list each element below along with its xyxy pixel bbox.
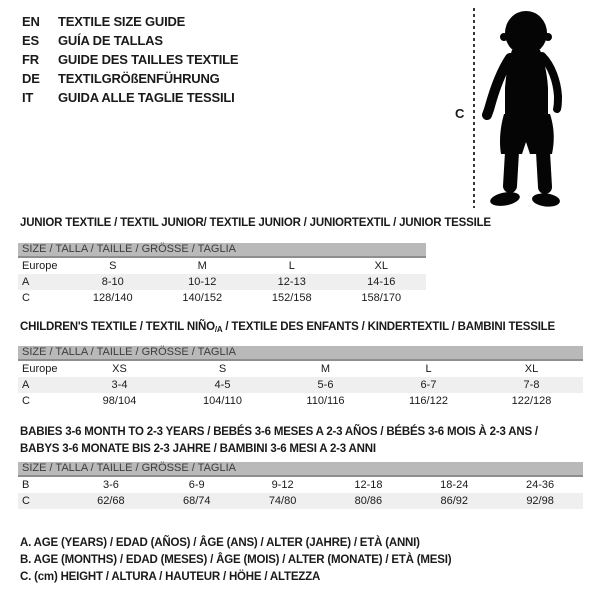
table-cell: S — [218, 363, 227, 375]
children-title-sub: /A — [214, 325, 223, 334]
table-cell: 4-5 — [214, 379, 231, 391]
table-cell: L — [288, 260, 295, 272]
table-cell: S — [109, 260, 117, 272]
table-cell: XL — [524, 363, 539, 375]
size-header-band: SIZE / TALLA / TAILLE / GRÖSSE / TAGLIA — [18, 243, 426, 258]
table-cell: 122/128 — [511, 395, 552, 407]
language-title: GUÍA DE TALLAS — [58, 33, 163, 48]
table-cell: 68/74 — [182, 495, 211, 507]
table-cell: 6-9 — [188, 479, 205, 491]
table-cell: XS — [112, 363, 127, 375]
table-cell: 110/116 — [306, 395, 345, 407]
row-label: B — [22, 479, 30, 491]
table-cell: 116/122 — [409, 395, 448, 407]
table-row — [18, 477, 583, 493]
footnote-a: A. AGE (YEARS) / EDAD (AÑOS) / ÂGE (ANS) / ALTER (JAHRE) / ETÀ (ANNI) — [20, 537, 420, 549]
table-cell: 98/104 — [102, 395, 137, 407]
table-cell: 18-24 — [440, 479, 469, 491]
table-cell: 62/68 — [97, 495, 125, 507]
table-cell: 140/152 — [182, 292, 223, 304]
table-row — [18, 274, 426, 290]
language-code: IT — [22, 90, 34, 105]
table-cell: 12-18 — [354, 479, 383, 491]
footnote-c: C. (cm) HEIGHT / ALTURA / HAUTEUR / HÖHE / ALTEZZA — [20, 571, 321, 583]
row-label: C — [22, 395, 30, 407]
table-cell: 74/80 — [268, 495, 297, 507]
row-label: C — [22, 495, 30, 507]
table-cell: 158/170 — [361, 292, 402, 304]
table-cell: 9-12 — [271, 479, 294, 491]
table-cell: 8-10 — [101, 276, 124, 288]
table-row — [18, 290, 426, 306]
table-cell: 12-13 — [277, 276, 306, 288]
language-list — [22, 12, 238, 107]
language-title: TEXTILE SIZE GUIDE — [58, 14, 186, 29]
baby-silhouette-icon — [482, 6, 577, 211]
row-label: C — [22, 292, 30, 304]
height-dashed-line — [473, 8, 475, 208]
table-cell: M — [197, 260, 207, 272]
language-row-es — [22, 31, 238, 50]
babies-title-line1: BABIES 3-6 MONTH TO 2-3 YEARS / BEBÉS 3-6 MESES A 2-3 AÑOS / BÉBÉS 3-6 MOIS À 2-3 ANS / — [20, 426, 538, 438]
row-label: Europe — [22, 260, 58, 272]
footnote-b: B. AGE (MONTHS) / EDAD (MESES) / ÂGE (MOIS) / ALTER (MONATE) / ETÀ (MESI) — [20, 554, 452, 566]
language-title: TEXTILGRÖßENFÜHRUNG — [58, 71, 220, 86]
language-title: GUIDE DES TAILLES TEXTILE — [58, 52, 239, 67]
table-cell: 152/158 — [271, 292, 312, 304]
height-measure-label: C — [455, 106, 465, 121]
table-cell: 14-16 — [367, 276, 396, 288]
table-cell: M — [320, 363, 331, 375]
language-row-en — [22, 12, 238, 31]
language-code: EN — [22, 14, 40, 29]
table-row — [18, 393, 583, 409]
language-code: ES — [22, 33, 39, 48]
children-title-suffix: / TEXTILE DES ENFANTS / KINDERTEXTIL / BAMBINI TESSILE — [222, 321, 555, 333]
row-label: A — [22, 379, 30, 391]
table-row — [18, 377, 583, 393]
table-cell: 80/86 — [354, 495, 383, 507]
table-cell: 104/110 — [203, 395, 242, 407]
table-cell: XL — [374, 260, 388, 272]
table-cell: L — [425, 363, 432, 375]
table-row — [18, 361, 583, 377]
babies-title-line2: BABYS 3-6 MONATE BIS 2-3 JAHRE / BAMBINI 3-6 MESI A 2-3 ANNI — [20, 443, 376, 455]
row-label: Europe — [22, 363, 58, 375]
footnotes — [20, 535, 451, 586]
language-code: FR — [22, 52, 39, 67]
table-cell: 3-4 — [111, 379, 128, 391]
size-header-band: SIZE / TALLA / TAILLE / GRÖSSE / TAGLIA — [18, 462, 583, 477]
junior-size-table — [18, 243, 426, 306]
table-cell: 92/98 — [526, 495, 554, 507]
language-title: GUIDA ALLE TAGLIE TESSILI — [58, 90, 235, 105]
babies-size-table — [18, 462, 583, 509]
size-header-band: SIZE / TALLA / TAILLE / GRÖSSE / TAGLIA — [18, 346, 583, 361]
junior-table-title: JUNIOR TEXTILE / TEXTIL JUNIOR/ TEXTILE JUNIOR / JUNIORTEXTIL / JUNIOR TESSILE — [20, 217, 491, 229]
table-row — [18, 258, 426, 274]
children-size-table — [18, 346, 583, 409]
language-code: DE — [22, 71, 40, 86]
table-cell: 7-8 — [523, 379, 540, 391]
table-cell: 10-12 — [188, 276, 217, 288]
table-cell: 6-7 — [420, 379, 437, 391]
language-row-it — [22, 88, 238, 107]
language-row-fr — [22, 50, 238, 69]
table-cell: 86/92 — [440, 495, 468, 507]
table-cell: 5-6 — [317, 379, 334, 391]
children-title-prefix: CHILDREN'S TEXTILE / TEXTIL NIÑO — [20, 321, 215, 333]
row-label: A — [22, 276, 30, 288]
table-row — [18, 493, 583, 509]
table-cell: 3-6 — [102, 479, 119, 491]
language-row-de — [22, 69, 238, 88]
table-cell: 24-36 — [526, 479, 555, 491]
table-cell: 128/140 — [92, 292, 133, 304]
children-table-title — [20, 321, 555, 334]
babies-table-title — [20, 424, 538, 458]
